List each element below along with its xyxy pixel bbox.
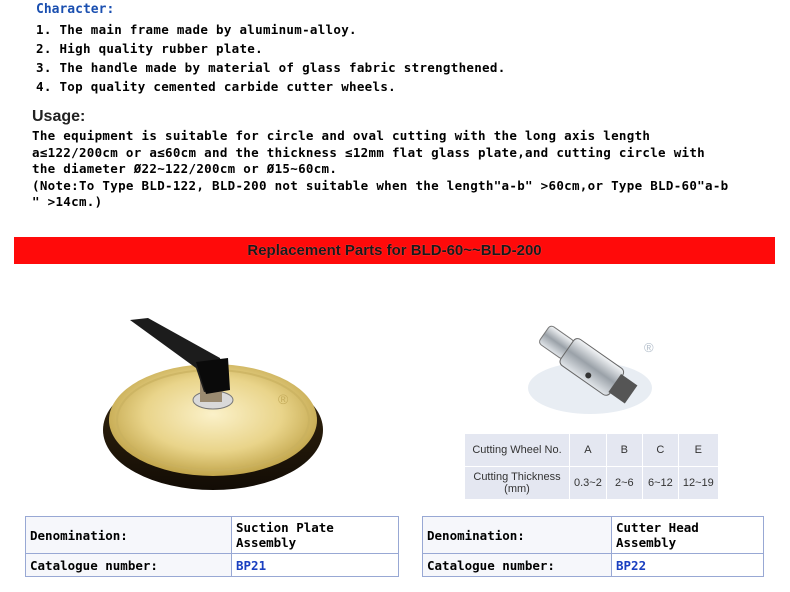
denomination-value: Suction Plate Assembly [232,517,399,554]
table-header-label: Cutting Wheel No. [465,434,570,467]
usage-line: " >14cm.) [32,194,103,209]
table-row [26,517,399,554]
table-cell: 6~12 [642,467,678,500]
catalogue-label: Catalogue number: [26,554,232,577]
catalogue-number: BP22 [612,554,764,577]
column-header: B [606,434,642,467]
table-row [423,554,764,577]
table-cell: 0.3~2 [570,467,607,500]
usage-line: a≤122/200cm or a≤60cm and the thickness ≤12mm flat glass plate,and cutting circle with [32,144,706,160]
row-label: Cutting Thickness (mm) [465,467,570,500]
column-header: C [642,434,678,467]
table-row [423,517,764,554]
usage-line: (Note:To Type BLD-122, BLD-200 not suitable when the length"a-b" >60cm,or Type BLD-60"a-b [32,177,729,193]
cutting-wheel-table [464,433,719,500]
denomination-label: Denomination: [423,517,612,554]
catalogue-number: BP21 [232,554,399,577]
denomination-value: Cutter Head Assembly [612,517,764,554]
catalogue-label: Catalogue number: [423,554,612,577]
suction-plate-image [100,318,330,493]
watermark-icon: ® [278,391,289,407]
cutter-head-info-table [422,516,764,577]
table-cell: 12~19 [678,467,718,500]
table-row [26,554,399,577]
column-header: A [570,434,607,467]
suction-plate-info-table [25,516,399,577]
replacement-parts-banner [14,237,775,264]
character-item: 2. High quality rubber plate. [36,41,263,56]
usage-line: The equipment is suitable for circle and oval cutting with the long axis length [32,128,651,143]
table-cell: 2~6 [606,467,642,500]
column-header: E [678,434,718,467]
character-heading: Character: [36,2,115,17]
character-item: 1. The main frame made by aluminum-alloy. [36,22,357,37]
usage-heading: Usage: [32,108,86,125]
table-row [465,434,719,467]
table-row [465,467,719,500]
denomination-label: Denomination: [26,517,232,554]
character-item: 4. Top quality cemented carbide cutter wheels. [36,79,396,94]
watermark-icon: ® [644,340,654,355]
cutter-head-image [520,318,670,428]
usage-line: the diameter Ø22~122/200cm or Ø15~60cm. [32,161,338,176]
character-list [36,20,506,96]
usage-text [32,128,772,211]
character-item: 3. The handle made by material of glass fabric strengthened. [36,60,506,75]
banner-title: Replacement Parts for BLD-60~~BLD-200 [247,242,542,259]
